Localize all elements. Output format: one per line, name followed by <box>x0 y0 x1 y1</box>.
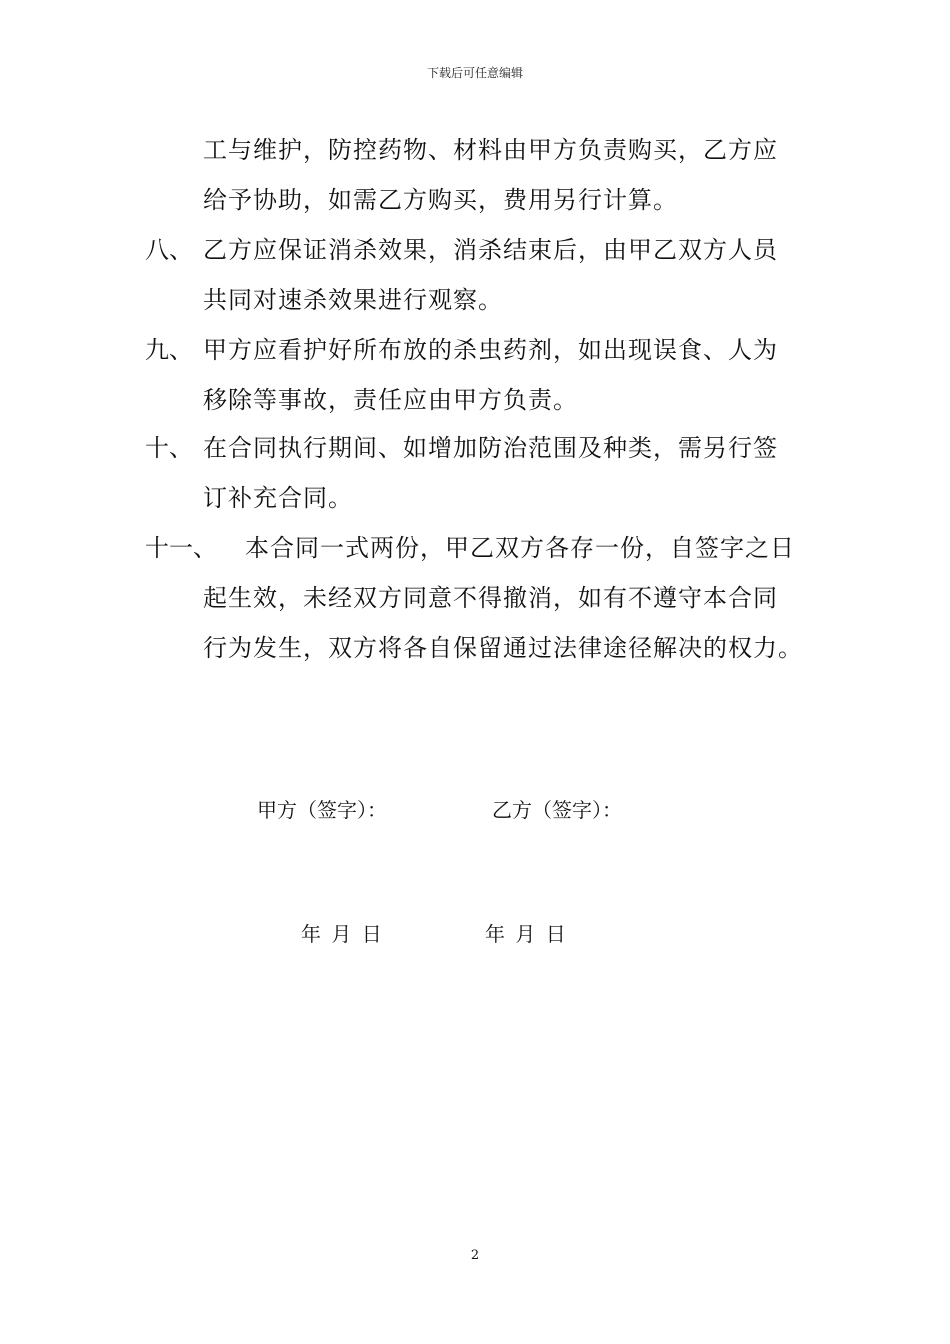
clause-number: 九、 <box>145 336 193 364</box>
clause-number: 十、 <box>145 434 193 462</box>
clause-number: 八、 <box>145 236 193 264</box>
clause-line: 工与维护，防控药物、材料由甲方负责购买，乙方应 <box>203 136 778 164</box>
clause-line: 移除等事故，责任应由甲方负责。 <box>203 386 578 414</box>
party-b-date-label: 年 月 日 <box>485 922 568 946</box>
clause-line: 行为发生，双方将各自保留通过法律途径解决的权力。 <box>203 634 803 662</box>
clause-line: 共同对速杀效果进行观察。 <box>203 286 503 314</box>
party-b-signature-label: 乙方（签字）： <box>492 798 622 822</box>
clause-line: 订补充合同。 <box>203 484 353 512</box>
clause-line: 给予协助，如需乙方购买，费用另行计算。 <box>203 186 678 214</box>
party-a-date-label: 年 月 日 <box>301 922 384 946</box>
party-a-signature-label: 甲方（签字）： <box>257 798 387 822</box>
clause-line: 乙方应保证消杀效果，消杀结束后，由甲乙双方人员 <box>203 236 778 264</box>
clause-line: 本合同一式两份，甲乙双方各存一份，自签字之日 <box>245 534 795 562</box>
clause-number: 十一、 <box>145 534 217 562</box>
clause-line: 起生效，未经双方同意不得撤消，如有不遵守本合同 <box>203 584 778 612</box>
clause-line: 甲方应看护好所布放的杀虫药剂，如出现误食、人为 <box>203 336 778 364</box>
page-header-note: 下载后可任意编辑 <box>426 66 523 80</box>
page-number: 2 <box>470 1248 480 1263</box>
clause-line: 在合同执行期间、如增加防治范围及种类，需另行签 <box>203 434 778 462</box>
